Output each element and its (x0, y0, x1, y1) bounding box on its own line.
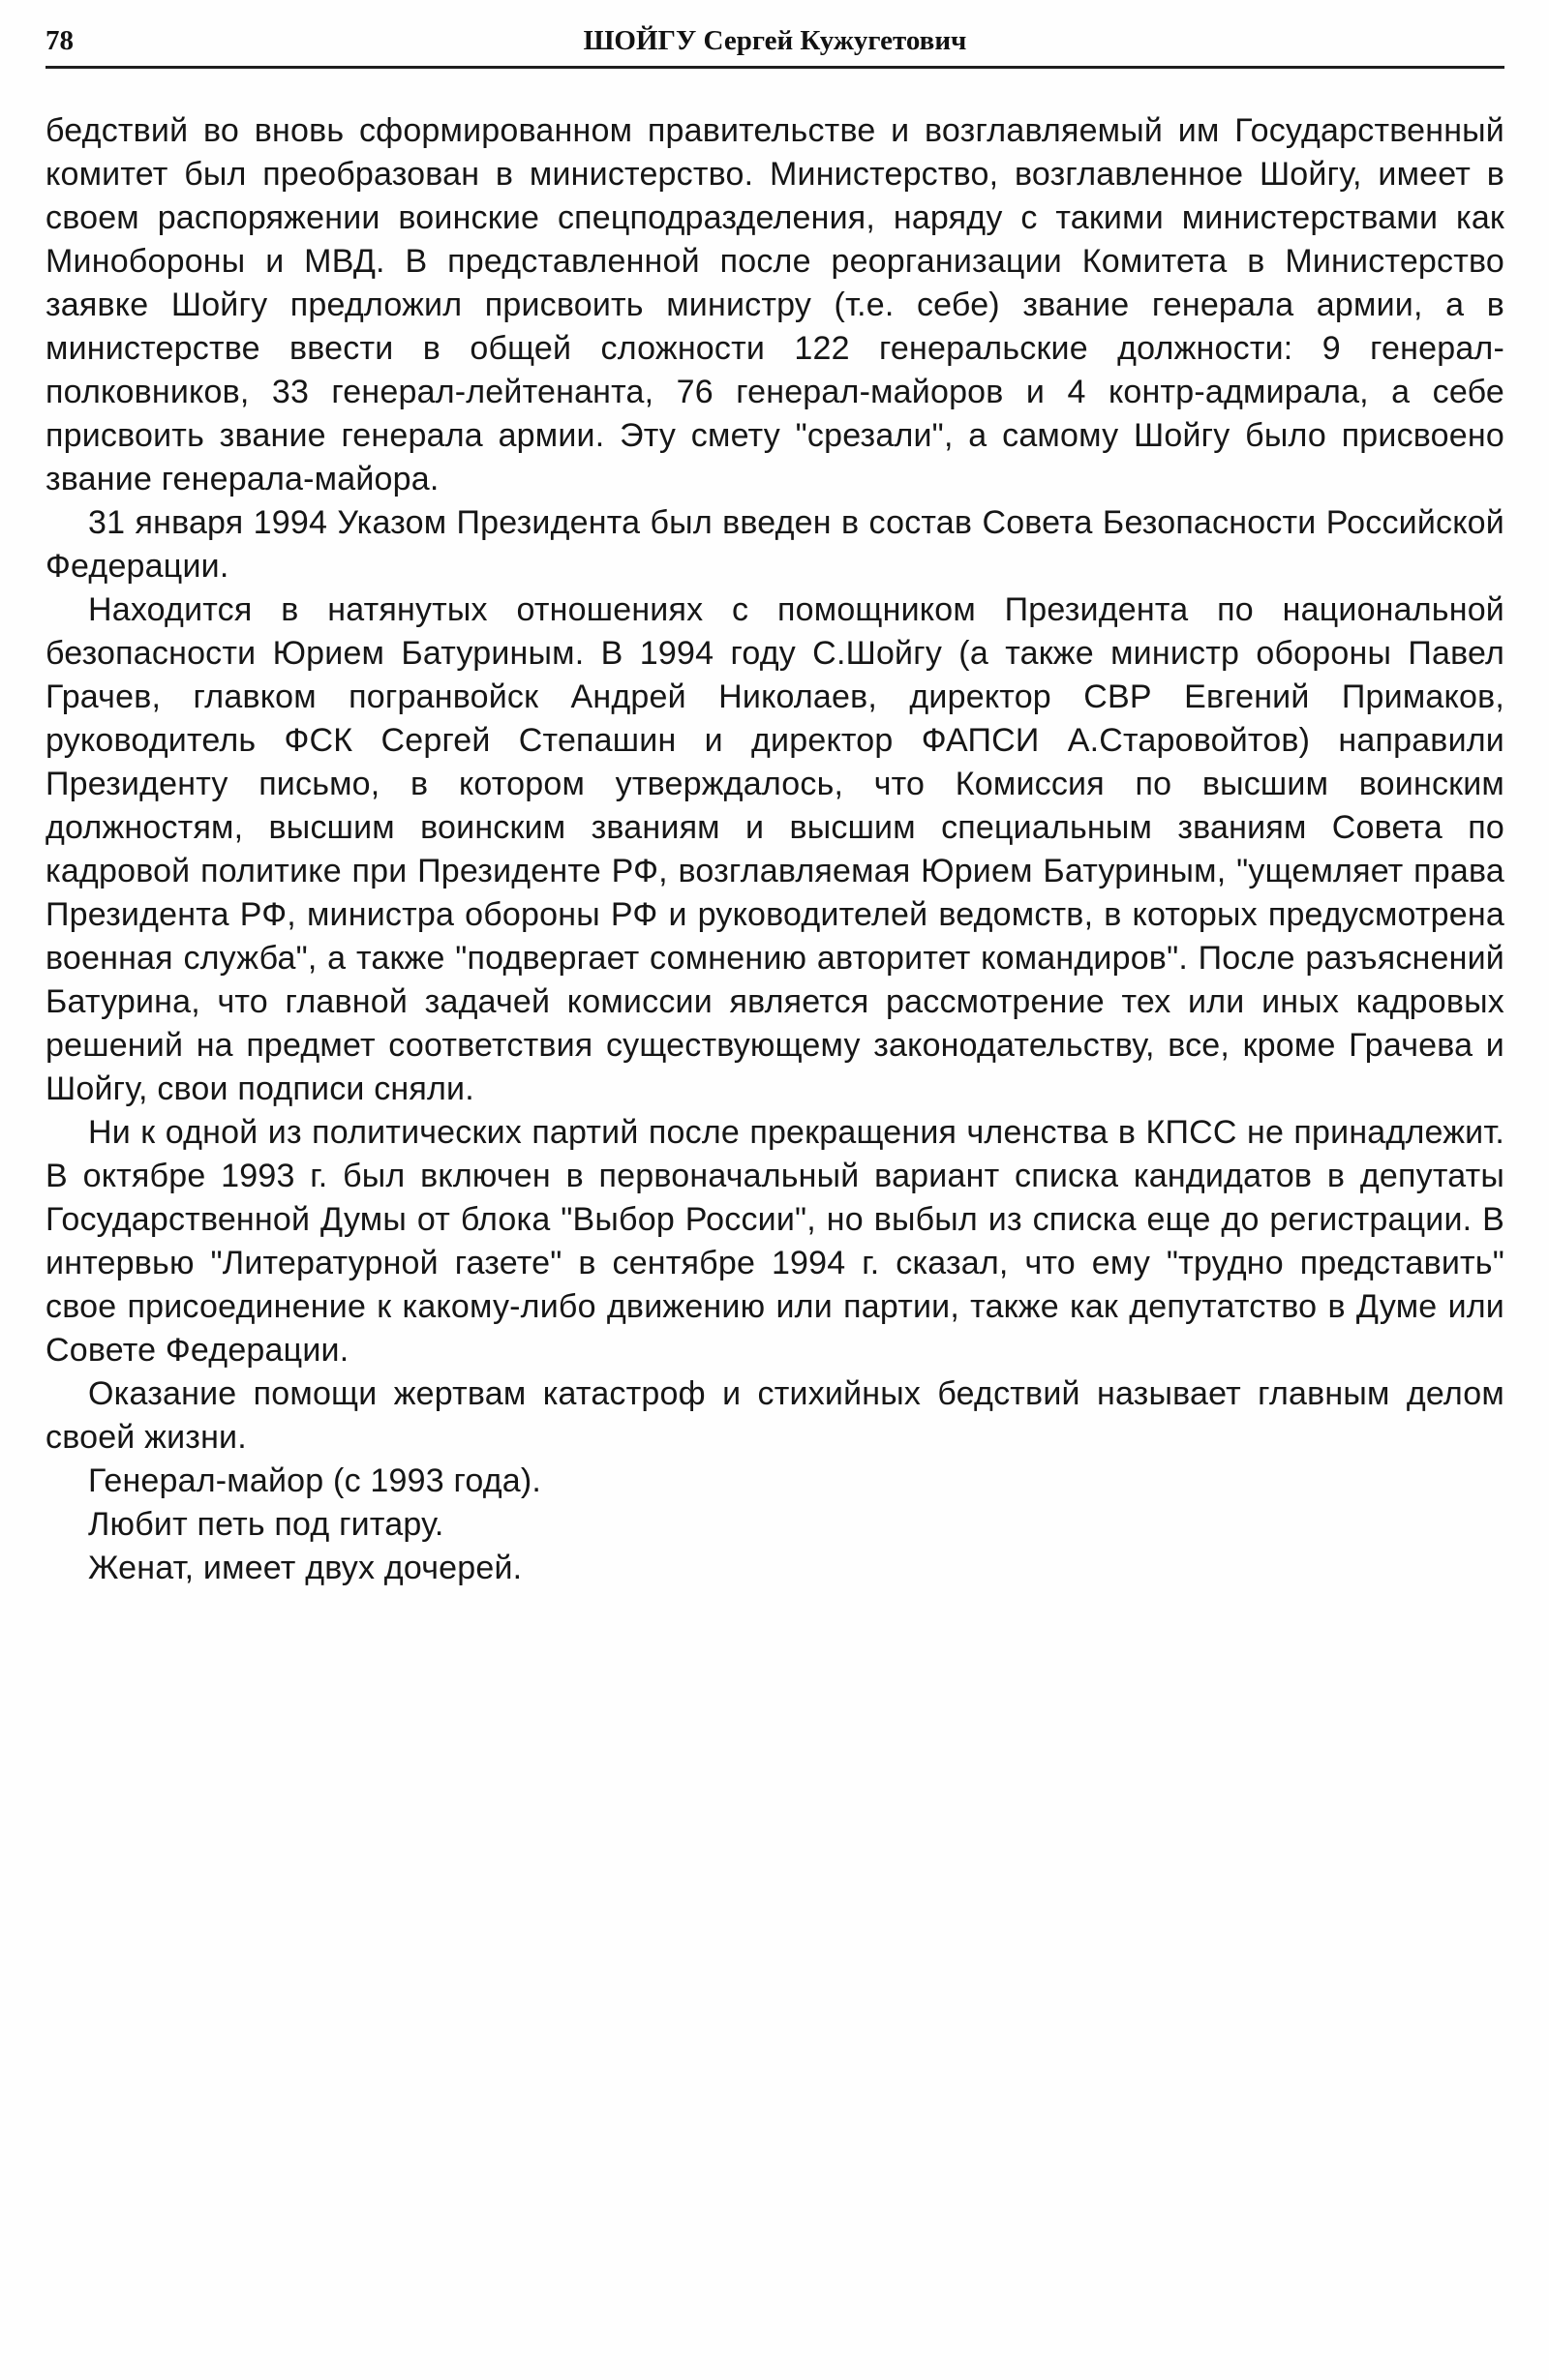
running-header (46, 23, 1504, 58)
article-body (46, 109, 1504, 1590)
header-rule (46, 66, 1504, 69)
body-paragraph: бедствий во вновь сформированном правительстве и возглавляемый им Государственный комитет был преобразован в министерство. Министерство, возглавленное Шойгу, имеет в своем распоряжении воинские спецподразделения, наряду с такими министерствами как Минобороны и МВД. В представленной после реорганизации Комитета в Министерство заявке Шойгу предложил присвоить министру (т.е. себе) звание генерала армии, а в министерстве ввести в общей сложности 122 генеральские должности: 9 генерал-полковников, 33 генерал-лейтенанта, 76 генерал-майоров и 4 контр-адмирала, а себе присвоить звание генерала армии. Эту смету "срезали", а самому Шойгу было присвоено звание генерала-майора. (46, 112, 1504, 497)
body-paragraph: Оказание помощи жертвам катастроф и стихийных бедствий называет главным делом своей жизни. (46, 1375, 1504, 1456)
body-paragraph: Находится в натянутых отношениях с помощником Президента по национальной безопасности Юрием Батуриным. В 1994 году С.Шойгу (а также министр обороны Павел Грачев, главком погранвойск Андрей Николаев, директор СВР Евгений Примаков, руководитель ФСК Сергей Степашин и директор ФАПСИ А.Старовойтов) направили Президенту письмо, в котором утверждалось, что Комиссия по высшим воинским должностям, высшим воинским званиям и высшим специальным званиям Совета по кадровой политике при Президенте РФ, возглавляемая Юрием Батуриным, "ущемляет права Президента РФ, министра обороны РФ и руководителей ведомств, в которых предусмотрена военная служба", а также "подвергает сомнению авторитет командиров". После разъяснений Батурина, что главной задачей комиссии является рассмотрение тех или иных кадровых решений на предмет соответствия существующему законодательству, все, кроме Грачева и Шойгу, свои подписи сняли. (46, 591, 1504, 1107)
body-paragraph: 31 января 1994 Указом Президента был введен в состав Совета Безопасности Российской Федерации. (46, 504, 1504, 585)
body-paragraph: Генерал-майор (с 1993 года). (88, 1462, 542, 1499)
body-paragraph: Ни к одной из политических партий после прекращения членства в КПСС не принадлежит. В октябре 1993 г. был включен в первоначальный вариант списка кандидатов в депутаты Государственной Думы от блока "Выбор России", но выбыл из списка еще до регистрации. В интервью "Литературной газете" в сентябре 1994 г. сказал, что ему "трудно представить" свое присоединение к какому-либо движению или партии, также как депутатство в Думе или Совете Федерации. (46, 1114, 1504, 1369)
body-paragraph: Женат, имеет двух дочерей. (88, 1550, 523, 1586)
page-number: 78 (46, 25, 74, 56)
header-title: ШОЙГУ Сергей Кужугетович (583, 25, 967, 56)
body-paragraph: Любит петь под гитару. (88, 1506, 444, 1543)
